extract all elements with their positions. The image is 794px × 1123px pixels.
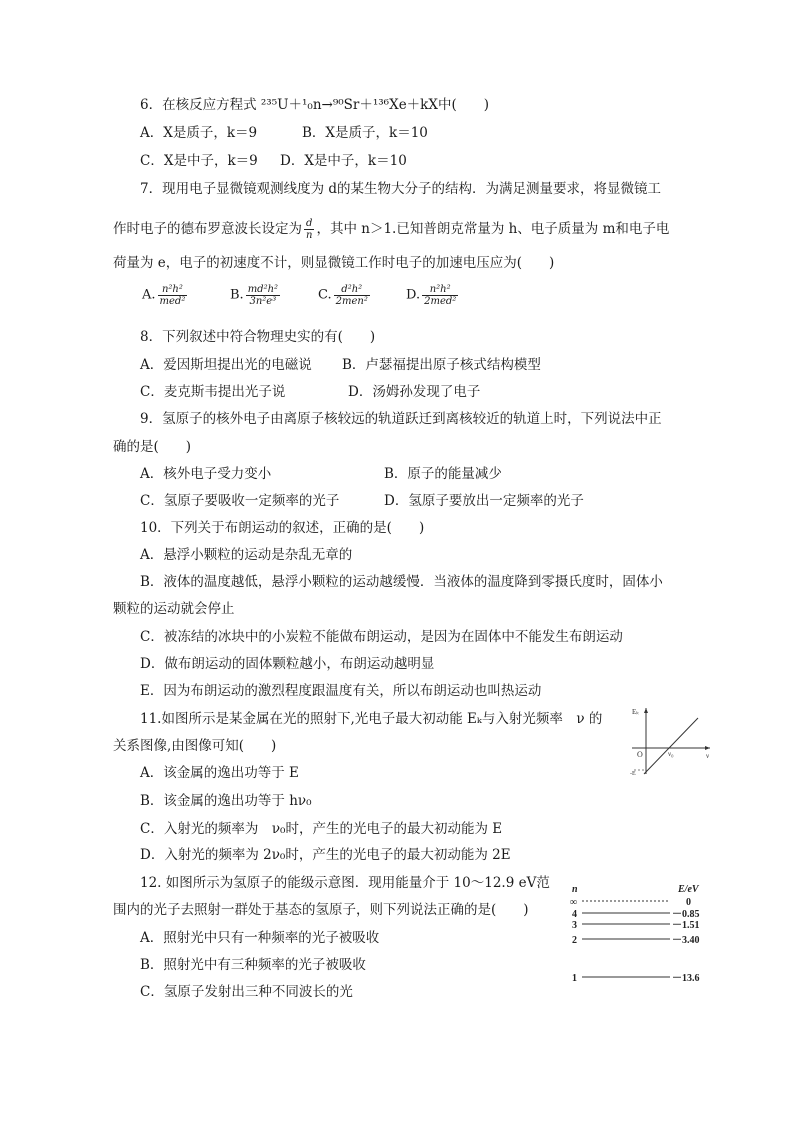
q11-option-c: C．入射光的频率为 ν₀时，产生的光电子的最大初动能为 E [140, 821, 503, 837]
graph-x-mark: ν₀ [668, 750, 674, 758]
q7-option-b-den: 3n²e³ [249, 296, 277, 307]
q7-lambda-fraction [304, 218, 314, 241]
level-e-inf: 0 [686, 897, 691, 908]
q7-option-c-fraction [334, 284, 370, 307]
q7-line3: 荷量为 e，电子的初速度不计，则显微镜工作时电子的加速电压应为( ) [113, 255, 555, 271]
q11-option-d: D．入射光的频率为 2ν₀时，产生的光电子的最大初动能为 2E [140, 847, 511, 863]
photoelectric-graph [628, 702, 714, 780]
level-e-4: －0.85 [672, 909, 700, 920]
q7-option-d-num: n²h² [422, 284, 458, 296]
q7-lambda-den: n [306, 230, 313, 241]
q11-line2: 关系图像,由图像可知( ) [113, 738, 277, 754]
q7-option-a-fraction [158, 284, 188, 307]
q8-option-b: B．卢瑟福提出原子核式结构模型 [342, 357, 541, 373]
graph-xlabel: ν [706, 752, 710, 760]
q7-option-c [318, 284, 372, 307]
q12-line1: 12. 如图所示为氢原子的能级示意图．现用能量介于 10～12.9 eV范 [140, 875, 550, 891]
q7-option-b-label: B. [230, 287, 244, 303]
q10-option-a: A．悬浮小颗粒的运动是杂乱无章的 [140, 547, 353, 563]
q7-option-a-den: med² [159, 296, 186, 307]
q10-option-c: C．被冻结的冰块中的小炭粒不能做布朗运动，是因为在固体中不能发生布朗运动 [140, 629, 623, 645]
q7-option-d-den: 2med² [424, 296, 457, 307]
graph-y-arrow [644, 708, 648, 713]
q10-option-d: D．做布朗运动的固体颗粒越小，布朗运动越明显 [140, 656, 435, 672]
graph-ek-line [644, 718, 698, 774]
graph-ylabel: Eₖ [632, 708, 640, 716]
q7-option-a-label: A. [142, 287, 156, 303]
q11-option-a: A．该金属的逸出功等于 E [140, 765, 299, 781]
q12-option-b: B．照射光中有三种频率的光子被吸收 [140, 957, 366, 973]
graph-y-mark: -E [630, 771, 636, 777]
level-n-inf: ∞ [570, 897, 578, 908]
q7-lambda-num: d [304, 218, 314, 230]
q7-option-c-label: C. [318, 287, 332, 303]
q12-line2: 围内的光子去照射一群处于基态的氢原子，则下列说法正确的是( ) [113, 902, 529, 918]
q7-option-b-fraction [246, 284, 280, 307]
level-n-4: 4 [572, 909, 577, 920]
q8-option-d: D．汤姆孙发现了电子 [348, 384, 481, 400]
q7-option-c-den: 2men² [335, 296, 368, 307]
energy-level-diagram [566, 880, 716, 990]
graph-origin: O [637, 750, 643, 759]
q12-option-c: C．氢原子发射出三种不同波长的光 [140, 984, 353, 1000]
level-e-2: －3.40 [672, 935, 700, 946]
q6-option-a: A．X是质子，k＝9 [140, 125, 258, 141]
energy-e-header: E/eV [678, 884, 699, 895]
q9-option-c: C．氢原子要吸收一定频率的光子 [140, 493, 340, 509]
q6-option-b: B．X是质子，k＝10 [302, 125, 428, 141]
level-e-3: －1.51 [672, 920, 700, 931]
q12-option-a: A．照射光中只有一种频率的光子被吸收 [140, 930, 380, 946]
q7-option-a-num: n²h² [158, 284, 188, 296]
q7-line1: 7．现用电子显微镜观测线度为 d的某生物大分子的结构．为满足测量要求，将显微镜工 [140, 181, 662, 197]
q7-option-d [406, 284, 460, 307]
q7-option-b [230, 284, 282, 307]
q7-option-d-fraction [422, 284, 458, 307]
energy-n-header: n [572, 884, 578, 895]
q9-option-d: D．氢原子要放出一定频率的光子 [384, 493, 584, 509]
q10-stem: 10．下列关于布朗运动的叙述，正确的是( ) [140, 520, 425, 536]
level-n-1: 1 [572, 973, 577, 984]
graph-x-arrow [705, 746, 710, 750]
q10-option-e: E．因为布朗运动的激烈程度跟温度有关，所以布朗运动也叫热运动 [140, 683, 542, 699]
q7-option-c-num: d²h² [334, 284, 370, 296]
q9-line2: 确的是( ) [113, 439, 192, 455]
q11-option-b: B．该金属的逸出功等于 hν₀ [140, 793, 312, 809]
q7-option-d-label: D. [406, 287, 421, 303]
q9-line1: 9．氢原子的核外电子由离原子核较远的轨道跃迁到离核较近的轨道上时，下列说法中正 [140, 411, 662, 427]
level-n-2: 2 [572, 935, 577, 946]
q9-option-b: B．原子的能量减少 [384, 466, 502, 482]
q11-line1: 11.如图所示是某金属在光的照射下,光电子最大初动能 Eₖ与入射光频率 ν 的 [140, 711, 603, 727]
q7-option-b-num: md²h² [247, 284, 279, 295]
q8-stem: 8．下列叙述中符合物理史实的有( ) [140, 329, 376, 345]
q7-option-a [142, 284, 189, 307]
q10-option-b-line2: 颗粒的运动就会停止 [113, 601, 235, 617]
q6-stem: 6．在核反应方程式 ²³⁵U＋¹₀n→⁹⁰Sr＋¹³⁶Xe＋kX中( ) [140, 97, 490, 113]
q8-option-a: A．爱因斯坦提出光的电磁说 [140, 357, 312, 373]
q6-option-c: C．X是中子，k＝9 [140, 153, 258, 169]
level-e-1: －13.6 [672, 973, 700, 984]
q6-option-d: D．X是中子，k＝10 [280, 153, 407, 169]
q7-line2 [113, 218, 669, 241]
level-n-3: 3 [572, 920, 577, 931]
q9-option-a: A．核外电子受力变小 [140, 466, 272, 482]
q7-line2-post: ，其中 n＞1.已知普朗克常量为 h、电子质量为 m和电子电 [316, 221, 670, 237]
q7-line2-pre: 作时电子的德布罗意波长设定为 [113, 221, 302, 237]
q8-option-c: C．麦克斯韦提出光子说 [140, 384, 286, 400]
q10-option-b-line1: B．液体的温度越低，悬浮小颗粒的运动越缓慢．当液体的温度降到零摄氏度时，固体小 [140, 574, 663, 590]
